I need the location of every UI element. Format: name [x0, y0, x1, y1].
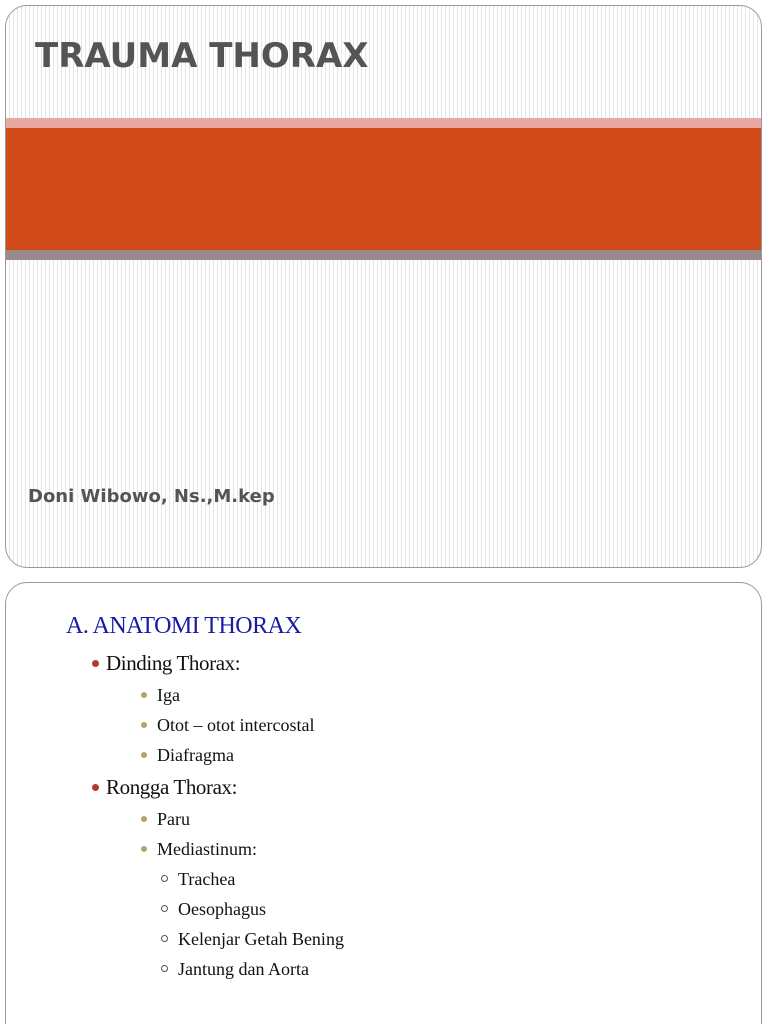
bullet-icon: [141, 692, 147, 698]
list-item-trachea: [161, 869, 235, 890]
bullet-icon: [141, 846, 147, 852]
list-item-label: Dinding Thorax:: [106, 651, 241, 675]
list-item-label: Paru: [157, 809, 190, 829]
bullet-icon: [141, 722, 147, 728]
list-item-label: Trachea: [178, 869, 236, 889]
list-item-paru: [141, 809, 190, 830]
list-item-iga: [141, 685, 180, 706]
bullet-icon: [141, 752, 147, 758]
bullet-icon: [92, 660, 99, 667]
accent-band-top: [6, 118, 761, 128]
list-item-label: Mediastinum:: [157, 839, 257, 859]
bullet-icon: [92, 784, 99, 791]
slide-title: TRAUMA THORAX: [35, 36, 369, 76]
title-slide: [5, 5, 762, 568]
list-item-label: Kelenjar Getah Bening: [178, 929, 344, 949]
circle-bullet-icon: [161, 935, 168, 942]
bullet-icon: [141, 816, 147, 822]
list-item-label: Rongga Thorax:: [106, 775, 238, 799]
accent-band-main: [6, 128, 761, 250]
list-item-label: Iga: [157, 685, 180, 705]
list-item-label: Jantung dan Aorta: [178, 959, 309, 979]
list-item-oesophagus: [161, 899, 266, 920]
list-item-otot: [141, 715, 314, 736]
list-item-label: Oesophagus: [178, 899, 266, 919]
circle-bullet-icon: [161, 965, 168, 972]
accent-band-bottom: [6, 250, 761, 260]
list-item-kelenjar: [161, 929, 344, 950]
circle-bullet-icon: [161, 905, 168, 912]
list-item-label: Otot – otot intercostal: [157, 715, 315, 735]
section-heading: A. ANATOMI THORAX: [66, 613, 302, 639]
content-slide: [5, 582, 762, 1024]
list-item-rongga-thorax: [92, 775, 237, 800]
list-item-label: Diafragma: [157, 745, 234, 765]
list-item-diafragma: [141, 745, 234, 766]
list-item-dinding-thorax: [92, 651, 240, 676]
author-name: Doni Wibowo, Ns.,M.kep: [28, 486, 275, 507]
list-item-jantung: [161, 959, 309, 980]
circle-bullet-icon: [161, 875, 168, 882]
list-item-mediastinum: [141, 839, 257, 860]
